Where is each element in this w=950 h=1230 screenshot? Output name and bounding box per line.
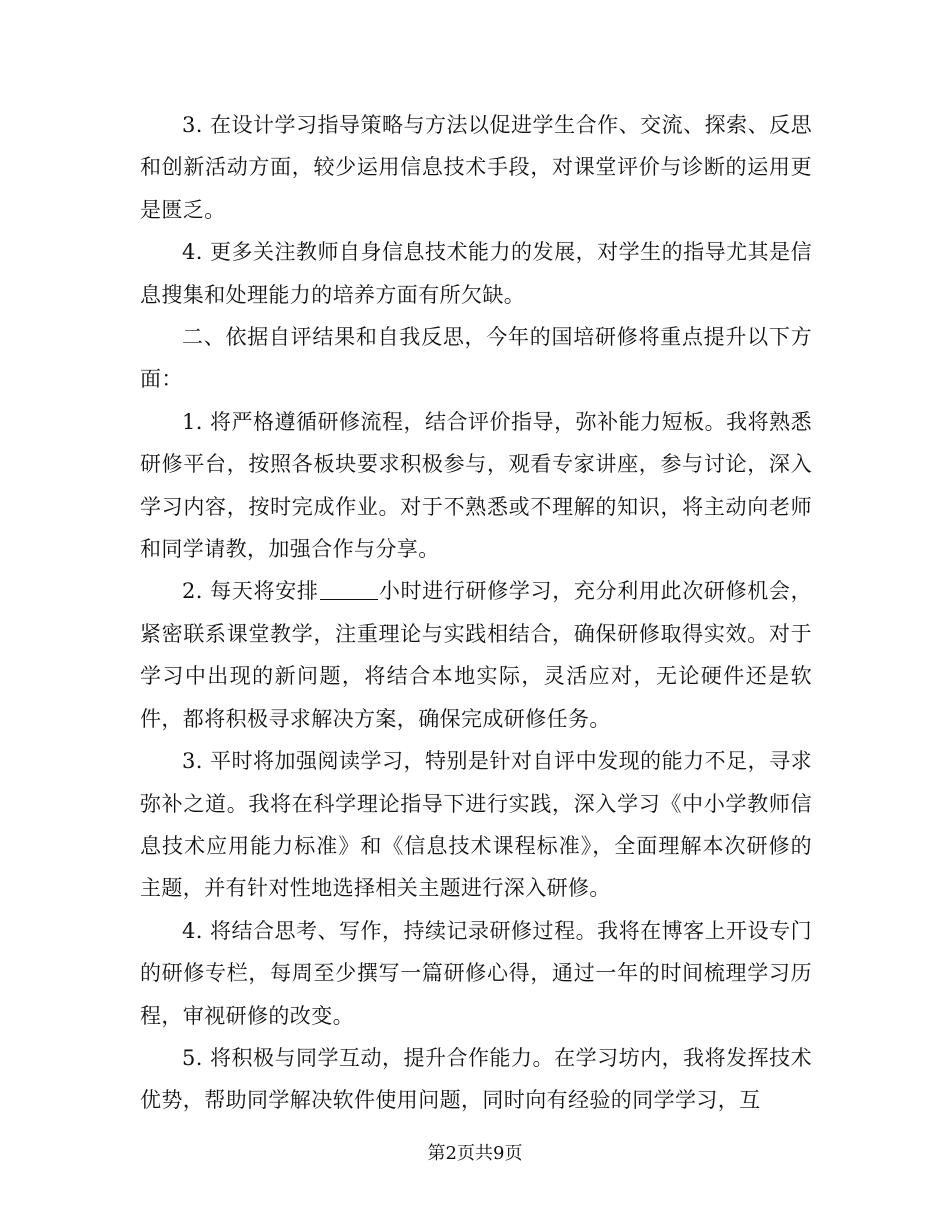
- paragraph-plan-2: [140, 570, 812, 740]
- document-body: [140, 104, 812, 1122]
- paragraph-plan-1: 1. 将严格遵循研修流程，结合评价指导，弥补能力短板。我将熟悉研修平台，按照各板块要求积极参与，观看专家讲座，参与讨论，深入学习内容，按时完成作业。对于不熟悉或不理解的知识，将主动向老师和同学请教，加强合作与分享。: [140, 409, 812, 562]
- page-number: 第2页共9页: [427, 1143, 523, 1164]
- paragraph-plan-2-after: 小时进行研修学习，充分利用此次研修机会，紧密联系课堂教学，注重理论与实践相结合，确保研修取得实效。对于学习中出现的新问题，将结合本地实际，灵活应对，无论硬件还是软件，都将积极寻求解决方案，确保完成研修任务。: [140, 579, 812, 731]
- paragraph-item-4: 4. 更多关注教师自身信息技术能力的发展，对学生的指导尤其是信息搜集和处理能力的培养方面有所欠缺。: [140, 240, 812, 307]
- fill-in-blank: [320, 598, 378, 600]
- paragraph-plan-2-before: 2. 每天将安排: [182, 579, 319, 604]
- paragraph-plan-5: 5. 将积极与同学互动，提升合作能力。在学习坊内，我将发挥技术优势，帮助同学解决软件使用问题，同时向有经验的同学学习，互: [140, 1045, 812, 1113]
- paragraph-plan-4: 4. 将结合思考、写作，持续记录研修过程。我将在博客上开设专门的研修专栏，每周至少撰写一篇研修心得，通过一年的时间梳理学习历程，审视研修的改变。: [140, 918, 812, 1028]
- paragraph-item-3: 3. 在设计学习指导策略与方法以促进学生合作、交流、探索、反思和创新活动方面，较少运用信息技术手段，对课堂评价与诊断的运用更是匮乏。: [140, 113, 812, 222]
- paragraph-plan-3: 3. 平时将加强阅读学习，特别是针对自评中发现的能力不足，寻求弥补之道。我将在科学理论指导下进行实践，深入学习《中小学教师信息技术应用能力标准》和《信息技术课程标准》，全面理解本次研修的主题，并有针对性地选择相关主题进行深入研修。: [140, 749, 812, 901]
- section-heading-2: 二、依据自评结果和自我反思，今年的国培研修将重点提升以下方面：: [140, 325, 812, 392]
